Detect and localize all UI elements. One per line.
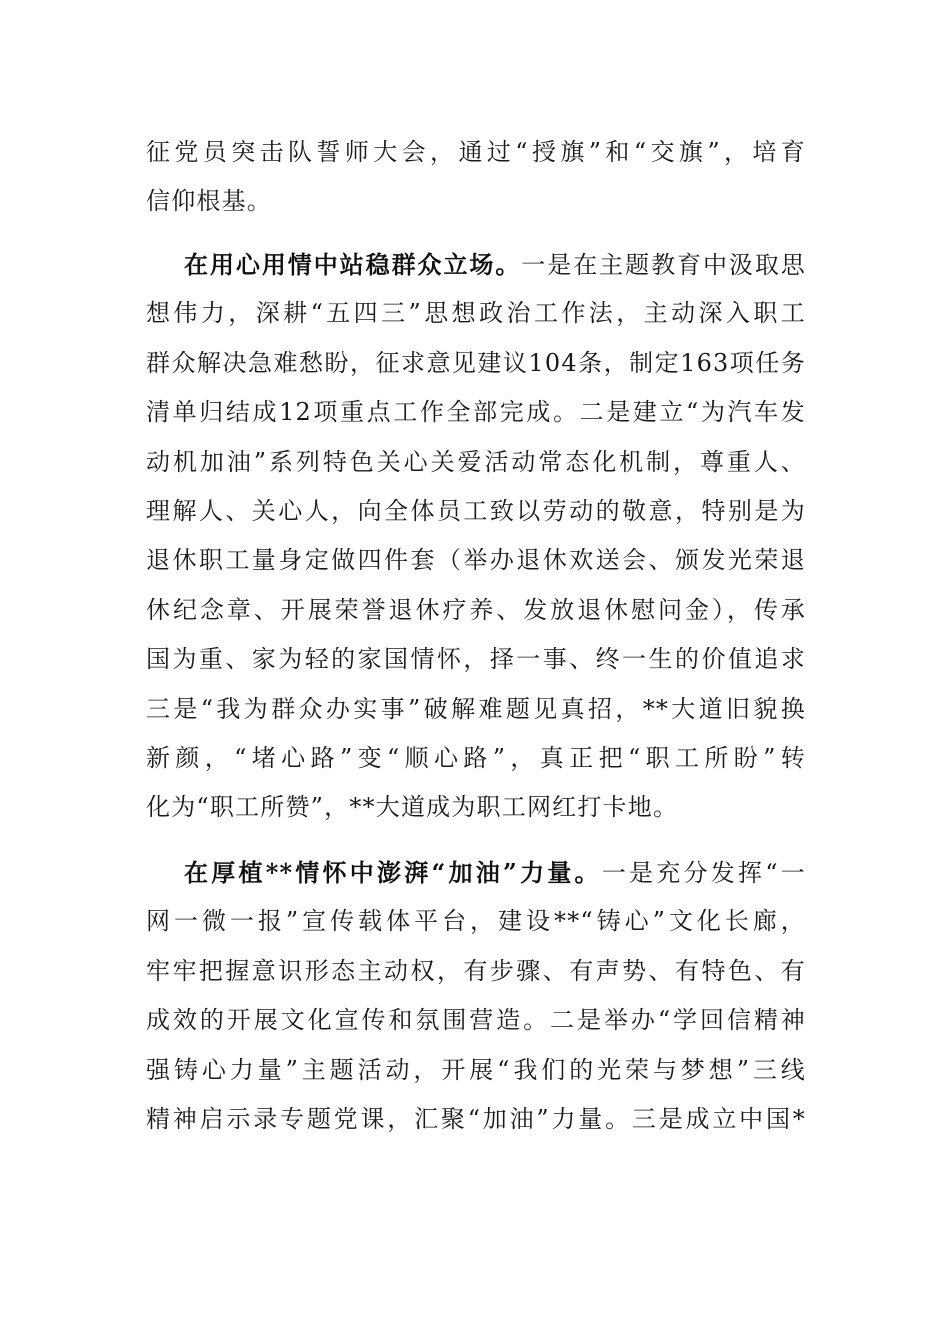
text-line: 化为“职工所赞”，**大道成为职工网红打卡地。 <box>146 793 679 822</box>
text-line: 群众解决急难愁盼，征求意见建议104条，制定163项任务 <box>146 348 806 377</box>
text-line: 国为重、家为轻的家国情怀，择一事、终一生的价值追求 <box>146 645 806 674</box>
text-run: 一是在主题教育中汲取思 <box>521 251 807 279</box>
paragraph-continuation <box>146 128 806 227</box>
paragraph-heading: 在厚植**情怀中澎湃“加油”力量。 <box>184 858 602 887</box>
text-line: 信仰根基。 <box>146 187 272 216</box>
text-line: 网一微一报”宣传载体平台，建设**“铸心”文化长廊， <box>146 907 806 936</box>
paragraph-heading: 在用心用情中站稳群众立场。 <box>184 250 522 279</box>
text-line: 退休职工量身定做四件套（举办退休欢送会、颁发光荣退 <box>146 546 806 575</box>
text-line-with-heading <box>146 240 806 289</box>
text-line-with-heading <box>146 848 806 897</box>
text-line: 牢牢把握意识形态主动权，有步骤、有声势、有特色、有 <box>146 956 806 985</box>
text-line: 三是“我为群众办实事”破解难题见真招，**大道旧貌换 <box>146 694 806 723</box>
paragraph-mass-stance <box>146 240 806 833</box>
text-line: 精神启示录专题党课，汇聚“加油”力量。三是成立中国* <box>146 1104 806 1133</box>
text-line: 强铸心力量”主题活动，开展“我们的光荣与梦想”三线 <box>146 1055 806 1084</box>
text-run: 一是充分发挥“一 <box>601 859 806 887</box>
text-line: 动机加油”系列特色关心关爱活动常态化机制，尊重人、 <box>146 447 806 476</box>
text-line: 理解人、关心人，向全体员工致以劳动的敬意，特别是为 <box>146 496 806 525</box>
text-line: 成效的开展文化宣传和氛围营造。二是举办“学回信精神 <box>146 1006 806 1035</box>
text-line: 征党员突击队誓师大会，通过“授旗”和“交旗”，培育 <box>146 138 806 166</box>
paragraph-cheer-power <box>146 848 806 1144</box>
text-line: 新颜，“堵心路”变“顺心路”，真正把“职工所盼”转 <box>146 743 806 772</box>
text-line: 清单归结成12项重点工作全部完成。二是建立“为汽车发 <box>146 398 806 427</box>
text-line: 想伟力，深耕“五四三”思想政治工作法，主动深入职工 <box>146 299 806 328</box>
text-line: 休纪念章、开展荣誉退休疗养、发放退休慰问金），传承 <box>146 595 806 624</box>
